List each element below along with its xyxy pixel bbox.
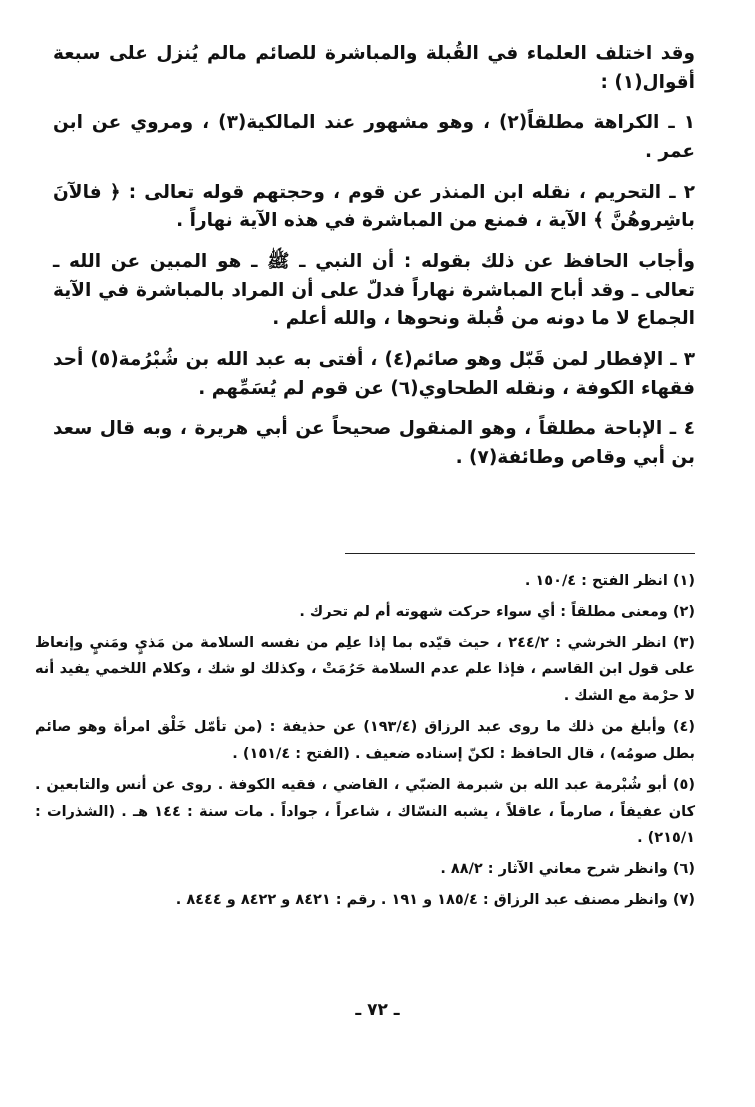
hafiz-response-paragraph: وأجاب الحافظ عن ذلك بقوله : أن النبي ـ ﷺ ـ هو المبين عن الله ـ تعالى ـ وقد أباح المباشرة نهاراً فدلّ على أن المراد بالمباشرة في الآية الجماع لا ما دونه من قُبلة ونحوها ، والله أعلم . xyxy=(53,251,695,330)
footnote-2: (٢) ومعنى مطلقاً : أي سواء حركت شهوته أم لم تحرك . xyxy=(299,603,695,620)
main-text xyxy=(53,40,695,485)
item-3-iftar: ٣ ـ الإفطار لمن قَبّل وهو صائم(٤) ، أفتى به عبد الله بن شُبْرُمة(٥) أحد فقهاء الكوفة ، ونقله الطحاوي(٦) عن قوم لم يُسَمِّهم . xyxy=(53,349,695,399)
footnote-6: (٦) وانظر شرح معاني الآثار : ٨٨/٢ . xyxy=(440,861,695,878)
item-4-ibaha: ٤ ـ الإباحة مطلقاً ، وهو المنقول صحيحاً عن أبي هريرة ، وبه قال سعد بن أبي وقاص وطائفة(٧) . xyxy=(53,418,695,469)
page-number: ـ ٧٢ ـ xyxy=(355,1000,400,1020)
item-1-karaha: ١ ـ الكراهة مطلقاً(٢) ، وهو مشهور عند المالكية(٣) ، ومروي عن ابن عمر . xyxy=(53,112,695,163)
footnote-separator xyxy=(345,553,695,554)
footnotes xyxy=(35,568,695,918)
item-2-tahrim: ٢ ـ التحريم ، نقله ابن المنذر عن قوم ، وحجتهم قوله تعالى : ﴿ فالآنَ باشِروهُنَّ ﴾ الآية ، فمنع من المباشرة في هذه الآية نهاراً . xyxy=(53,181,695,232)
intro-paragraph: وقد اختلف العلماء في القُبلة والمباشرة للصائم مالم يُنزل على سبعة أقوال(١) : xyxy=(53,43,695,93)
footnote-4: (٤) وأبلغ من ذلك ما روى عبد الرزاق (١٩٣/٤) عن حذيفة : (من تأمّل خَلْق امرأة وهو صائم بطل صومُه) ، قال الحافظ : لكنّ إسناده ضعيف . (الفتح : ١٥١/٤) . xyxy=(35,719,695,762)
footnote-5: (٥) أبو شُبْرمة عبد الله بن شبرمة الضبّي ، القاضي ، فقيه الكوفة . روى عن أنس والتابعين . كان عفيفاً ، صارماً ، عاقلاً ، يشبه النسّاك ، شاعراً ، جواداً . مات سنة : ١٤٤ هـ . (الشذرات : ٢١٥/١) . xyxy=(35,776,696,847)
footnote-3: (٣) انظر الخرشي : ٢٤٤/٢ ، حيث قيّده بما إذا علِم من نفسه السلامة من مَذيٍ ومَنيٍ وإنعاظ على قول ابن القاسم ، فإذا علم عدم السلامة حَرُمَتْ ، وكذلك لو شك ، وكلام اللخمي يفيد أنه لا حرْمة مع الشك . xyxy=(35,634,695,705)
footnote-1: (١) انظر الفتح : ١٥٠/٤ . xyxy=(524,573,695,589)
footnote-7: (٧) وانظر مصنف عبد الرزاق : ١٨٥/٤ و ١٩١ . رقم : ٨٤٢١ و ٨٤٢٢ و ٨٤٤٤ . xyxy=(175,891,695,908)
